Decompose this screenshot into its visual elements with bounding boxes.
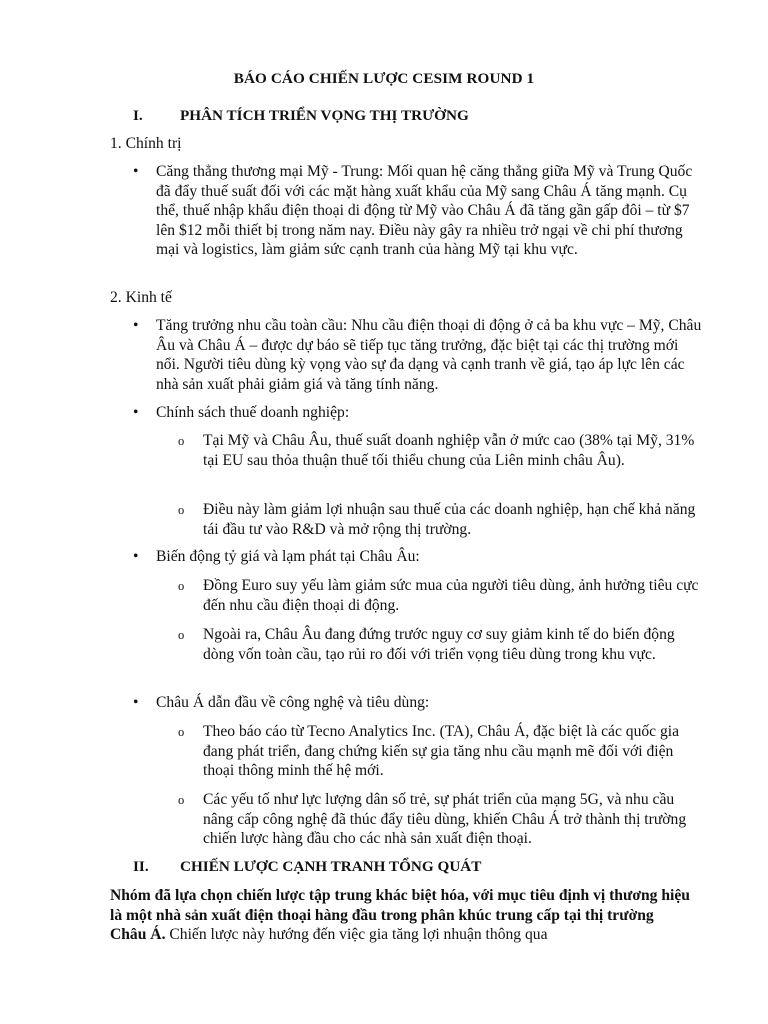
section-number: I. xyxy=(133,107,143,124)
sub-bullet-item xyxy=(178,722,704,781)
bullet-marker: • xyxy=(133,548,139,565)
sub-bullet-marker: o xyxy=(178,725,185,739)
strategy-bold-text: Nhóm đã lựa chọn chiến lược tập trung khác biệt hóa, với mục tiêu định vị thương hiệu là một nhà sản xuất điện thoại hàng đầu trong phân khúc trung cấp tại thị trường Châu Á. xyxy=(110,887,690,943)
section-heading-1 xyxy=(133,106,469,126)
bullet-marker: • xyxy=(133,404,139,421)
section-heading-2 xyxy=(133,857,481,877)
strategy-paragraph xyxy=(110,886,690,945)
sub-bullet-text: Theo báo cáo từ Tecno Analytics Inc. (TA), Châu Á, đặc biệt là các quốc gia đang phát triển, đang chứng kiến sự gia tăng nhu cầu mạnh mẽ đối với điện thoại thông minh thế hệ mới. xyxy=(203,723,680,779)
bullet-marker: • xyxy=(133,163,139,180)
sub-bullet-text: Ngoài ra, Châu Âu đang đứng trước nguy cơ suy giảm kinh tế do biến động dòng vốn toàn cầu, tạo rủi ro đối với triển vọng tiêu dùng trong khu vực. xyxy=(203,626,675,663)
bullet-item xyxy=(133,403,703,423)
sub-bullet-marker: o xyxy=(178,503,185,517)
sub-bullet-text: Các yếu tố như lực lượng dân số trẻ, sự phát triển của mạng 5G, và nhu cầu nâng cấp công nghệ đã thúc đẩy tiêu dùng, khiến Châu Á trở thành thị trường chiến lược hàng đầu cho các nhà sản xuất điện thoại. xyxy=(203,791,687,847)
bullet-item xyxy=(133,547,703,567)
bullet-item xyxy=(133,316,703,394)
bullet-text: Căng thẳng thương mại Mỹ - Trung: Mối quan hệ căng thẳng giữa Mỹ và Trung Quốc đã đẩy thuế suất đối với các mặt hàng xuất khẩu của Mỹ sang Châu Á tăng mạnh. Cụ thể, thuế nhập khẩu điện thoại di động từ Mỹ vào Châu Á đã tăng gần gấp đôi – từ $7 lên $12 mỗi thiết bị trong năm nay. Điều này gây ra nhiều trở ngại về chi phí thương mại và logistics, làm giảm sức cạnh tranh của hàng Mỹ tại khu vực. xyxy=(156,163,693,258)
bullet-text: Tăng trưởng nhu cầu toàn cầu: Nhu cầu điện thoại di động ở cả ba khu vực – Mỹ, Châu Âu và Châu Á – được dự báo sẽ tiếp tục tăng trưởng, đặc biệt tại các thị trường mới nổi. Người tiêu dùng kỳ vọng vào sự đa dạng và cạnh tranh về giá, tạo áp lực lên các nhà sản xuất phải giảm giá và tăng tính năng. xyxy=(156,317,702,393)
subheading-economy: 2. Kinh tế xyxy=(110,289,172,306)
sub-bullet-item xyxy=(178,576,704,615)
section-title: CHIẾN LƯỢC CẠNH TRANH TỔNG QUÁT xyxy=(180,858,482,875)
subheading-politics: 1. Chính trị xyxy=(110,135,182,152)
sub-bullet-marker: o xyxy=(178,628,185,642)
strategy-text: Chiến lược này hướng đến việc gia tăng lợi nhuận thông qua xyxy=(165,926,548,943)
bullet-item xyxy=(133,162,703,260)
document-title: BÁO CÁO CHIẾN LƯỢC CESIM ROUND 1 xyxy=(233,70,535,87)
section-number: II. xyxy=(133,858,149,875)
section-title: PHÂN TÍCH TRIỂN VỌNG THỊ TRƯỜNG xyxy=(180,107,469,124)
bullet-text: Chính sách thuế doanh nghiệp: xyxy=(156,404,350,421)
sub-bullet-text: Điều này làm giảm lợi nhuận sau thuế của các doanh nghiệp, hạn chế khả năng tái đầu tư vào R&D và mở rộng thị trường. xyxy=(203,501,696,538)
sub-bullet-marker: o xyxy=(178,579,185,593)
sub-bullet-text: Tại Mỹ và Châu Âu, thuế suất doanh nghiệp vẫn ở mức cao (38% tại Mỹ, 31% tại EU sau thỏa thuận thuế tối thiểu chung của Liên minh châu Âu). xyxy=(203,432,695,469)
sub-bullet-marker: o xyxy=(178,793,185,807)
sub-bullet-item xyxy=(178,500,704,539)
bullet-text: Châu Á dẫn đầu về công nghệ và tiêu dùng: xyxy=(156,694,430,711)
sub-bullet-item xyxy=(178,790,704,849)
sub-bullet-item xyxy=(178,625,704,664)
sub-bullet-item xyxy=(178,431,704,470)
bullet-item xyxy=(133,693,703,713)
bullet-marker: • xyxy=(133,317,139,334)
bullet-marker: • xyxy=(133,694,139,711)
sub-bullet-marker: o xyxy=(178,434,185,448)
bullet-text: Biến động tỷ giá và lạm phát tại Châu Âu: xyxy=(156,548,420,565)
sub-bullet-text: Đồng Euro suy yếu làm giảm sức mua của người tiêu dùng, ảnh hưởng tiêu cực đến nhu cầu điện thoại di động. xyxy=(203,577,699,614)
